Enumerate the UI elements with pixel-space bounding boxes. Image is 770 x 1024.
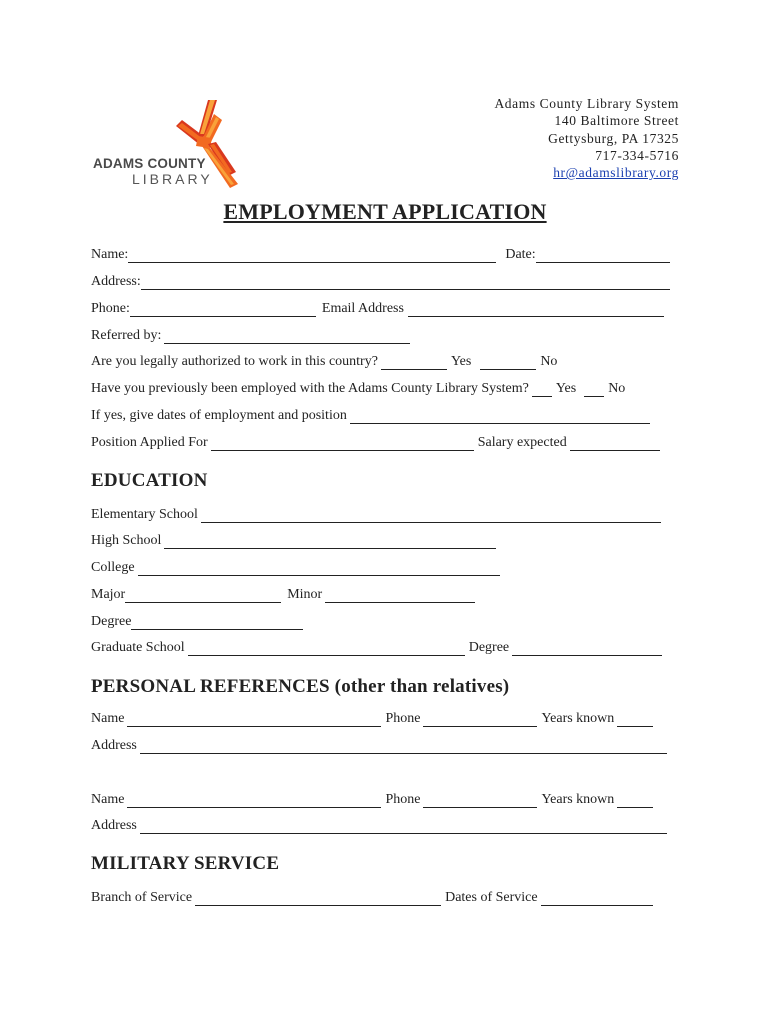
library-logo — [90, 96, 250, 192]
degree-row — [91, 612, 307, 630]
reference-2-name-label: Name — [91, 792, 125, 807]
reference-1-years-field[interactable] — [617, 713, 653, 727]
employment-dates-label: If yes, give dates of employment and position — [91, 408, 347, 423]
name-field[interactable] — [128, 249, 496, 263]
graduate-degree-field[interactable] — [512, 642, 662, 656]
graduate-field[interactable] — [188, 642, 465, 656]
authorized-label: Are you legally authorized to work in this country? — [91, 354, 378, 369]
service-dates-field[interactable] — [541, 892, 653, 906]
elementary-row — [91, 505, 665, 523]
position-label: Position Applied For — [91, 435, 208, 450]
referred-row — [91, 326, 414, 344]
reference-1-phone-label: Phone — [385, 711, 421, 726]
reference-1-name-label: Name — [91, 711, 125, 726]
contact-address-block — [494, 95, 679, 181]
org-name: Adams County Library System — [494, 96, 679, 111]
reference-1-phone-field[interactable] — [423, 713, 537, 727]
position-field[interactable] — [211, 437, 474, 451]
name-label: Name: — [91, 247, 129, 262]
authorized-yes-label: Yes — [450, 354, 472, 369]
elementary-label: Elementary School — [91, 507, 198, 522]
referred-label: Referred by: — [91, 328, 162, 343]
high-school-field[interactable] — [164, 535, 496, 549]
reference-2-address-field[interactable] — [140, 820, 667, 834]
previous-employment-row — [91, 379, 625, 397]
street-address: 140 Baltimore Street — [554, 113, 679, 129]
military-heading: MILITARY SERVICE — [91, 853, 280, 874]
previous-no-field[interactable] — [584, 383, 604, 397]
reference-1-years-label: Years known — [541, 711, 615, 726]
employment-dates-field[interactable] — [350, 410, 650, 424]
major-field[interactable] — [125, 589, 281, 603]
reference-2-row — [91, 790, 657, 808]
graduate-degree-label: Degree — [468, 640, 510, 655]
previous-yes-field[interactable] — [532, 383, 552, 397]
education-heading: EDUCATION — [91, 470, 208, 491]
high-school-label: High School — [91, 533, 162, 548]
reference-2-years-field[interactable] — [617, 794, 653, 808]
reference-1-address-label: Address — [91, 738, 137, 753]
minor-field[interactable] — [325, 589, 475, 603]
minor-label: Minor — [287, 587, 323, 602]
reference-2-phone-label: Phone — [385, 792, 421, 807]
date-field[interactable] — [536, 249, 670, 263]
graduate-row — [91, 638, 666, 656]
reference-2-address-label: Address — [91, 818, 137, 833]
branch-field[interactable] — [195, 892, 441, 906]
authorized-row — [91, 352, 557, 370]
email-label: Email Address — [321, 301, 404, 316]
reference-2-name-field[interactable] — [127, 794, 381, 808]
name-date-row — [91, 245, 674, 263]
date-label: Date: — [505, 247, 536, 262]
reference-2-phone-field[interactable] — [423, 794, 537, 808]
logo-subtitle: LIBRARY — [132, 171, 213, 187]
major-label: Major — [91, 587, 126, 602]
elementary-field[interactable] — [201, 509, 661, 523]
college-row — [91, 558, 504, 576]
authorized-yes-field[interactable] — [381, 356, 447, 370]
salary-label: Salary expected — [477, 435, 567, 450]
employment-dates-row — [91, 406, 654, 424]
salary-field[interactable] — [570, 437, 660, 451]
military-row — [91, 888, 657, 906]
branch-label: Branch of Service — [91, 890, 193, 905]
previous-yes-label: Yes — [555, 381, 577, 396]
previous-employment-label: Have you previously been employed with the Adams County Library System? — [91, 381, 529, 396]
email-field[interactable] — [408, 303, 664, 317]
phone-field[interactable] — [130, 303, 316, 317]
city-state-zip: Gettysburg, PA 17325 — [548, 130, 679, 146]
email-link[interactable]: hr@adamslibrary.org — [553, 165, 679, 181]
phone-label: Phone: — [91, 301, 130, 316]
major-minor-row — [91, 585, 479, 603]
reference-1-address-row — [91, 736, 671, 754]
reference-1-row — [91, 709, 657, 727]
reference-1-address-field[interactable] — [140, 740, 667, 754]
college-field[interactable] — [138, 562, 500, 576]
reference-2-address-row — [91, 816, 671, 834]
referred-field[interactable] — [164, 330, 410, 344]
reference-2-years-label: Years known — [541, 792, 615, 807]
high-school-row — [91, 531, 500, 549]
logo-name: ADAMS COUNTY — [93, 156, 206, 171]
position-salary-row — [91, 433, 664, 451]
graduate-label: Graduate School — [91, 640, 185, 655]
address-row — [91, 272, 674, 290]
college-label: College — [91, 560, 135, 575]
address-field[interactable] — [141, 276, 670, 290]
page-title: EMPLOYMENT APPLICATION — [223, 199, 547, 224]
service-dates-label: Dates of Service — [445, 890, 538, 905]
references-heading: PERSONAL REFERENCES (other than relatives) — [91, 676, 510, 697]
reference-1-name-field[interactable] — [127, 713, 381, 727]
phone-number: 717-334-5716 — [595, 147, 679, 163]
degree-field[interactable] — [131, 616, 303, 630]
phone-email-row — [91, 299, 668, 317]
previous-no-label: No — [608, 381, 626, 396]
address-label: Address: — [91, 274, 141, 289]
authorized-no-label: No — [540, 354, 558, 369]
authorized-no-field[interactable] — [480, 356, 536, 370]
degree-label: Degree — [91, 614, 132, 629]
